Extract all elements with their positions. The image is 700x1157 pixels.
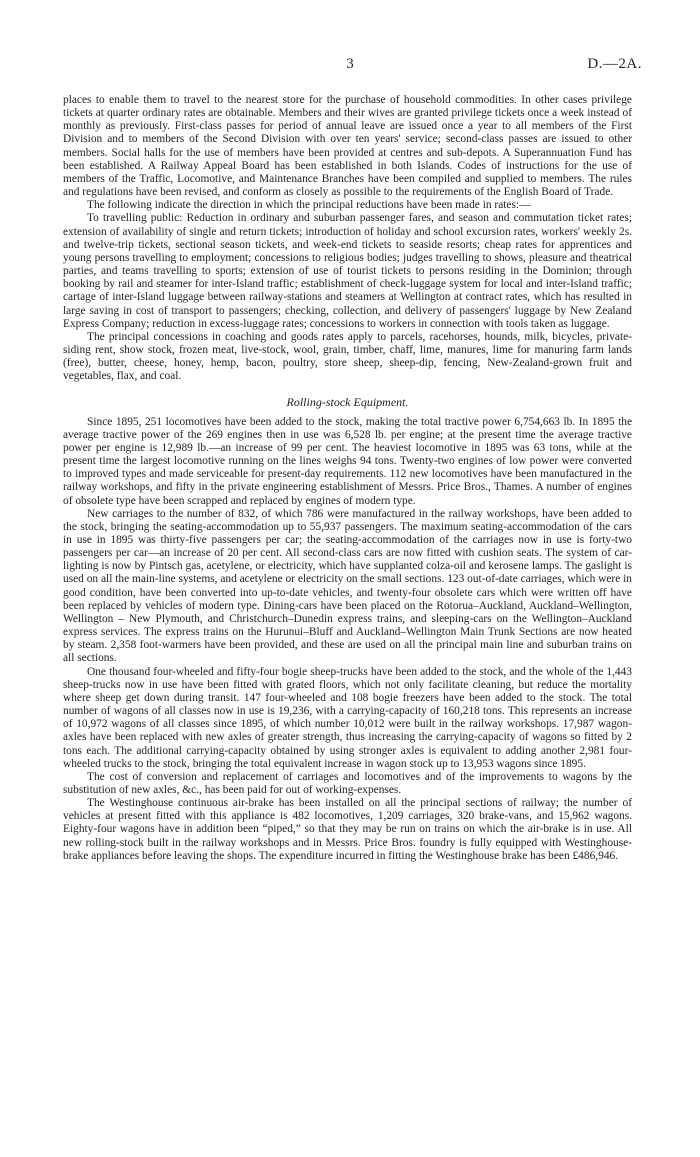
paragraph-locomotives: Since 1895, 251 locomotives have been added to the stock, making the total tractive power 6,754,663 lb. In 1895 the average tractive power of the 269 engines then in use was 6,528 lb. per engine; at the present time the average tractive power per engine is 12,989 lb.—an increase of 99 per cent. The heaviest locomotive in 1895 was 63 tons, while at the present time the largest locomotive running on the lines weighs 94 tons. Twenty-two engines of low power were converted to improved types and made serviceable for present-day requirements. 112 new locomotives have been manufactured in the railway workshops, and fifty in the private engineering establishment of Messrs. Price Bros., Thames. A number of engines of obsolete type have been scrapped and replaced by engines of modern type.: [63, 415, 632, 507]
paragraph-wagons: One thousand four-wheeled and fifty-four bogie sheep-trucks have been added to the stock, and the whole of the 1,443 sheep-trucks now in use have been fitted with grated floors, which not only facilitate cleaning, but reduce the mortality where sheep get down during transit. 147 four-wheeled and 108 bogie freezers have been added to the stock. The total number of wagons of all classes now in use is 19,236, with a carrying-capacity of 160,218 tons. This represents an increase of 10,972 wagons of all classes since 1895, of which number 10,012 were built in the railway workshops. 17,987 wagon-axles have been replaced with new axles of greater strength, thus increasing the carrying-capacity of wagons so fitted by 2 tons each. The additional carrying-capacity obtained by using stronger axles is equivalent to adding another 2,981 four-wheeled trucks to the stock, bringing the total equivalent increase in wagon stock up to 13,953 wagons since 1895.: [63, 665, 632, 770]
body-text: [63, 94, 632, 863]
paragraph-staff-privileges: places to enable them to travel to the nearest store for the purchase of household commodities. In other cases privilege tickets at quarter ordinary rates are obtainable. Members and their wives are granted privilege tickets once a week instead of monthly as previously. First-class passes for period of annual leave are issued once a year to all members of the First Division and to members of the Second Division with over ten years' service; second-class passes are issued to other members. Social halls for the use of members have been provided at centres and sub-depots. A Superannuation Fund has been established. A Railway Appeal Board has been established in both Islands. Codes of instructions for the use of members of the Traffic, Locomotive, and Maintenance Branches have been compiled and supplied to members. The rules and regulations have been revised, and conform as closely as possible to the requirements of the English Board of Trade.: [63, 94, 632, 199]
paragraph-westinghouse-brake: The Westinghouse continuous air-brake has been installed on all the principal sections of railway; the number of vehicles at present fitted with this appliance is 482 locomotives, 1,209 carriages, 320 brake-vans, and 15,962 wagons. Eighty-four wagons have in addition been “piped,” so that they may be run on trains on which the air-brake is in use. All new rolling-stock built in the railway workshops and in Messrs. Price Bros. foundry is fully equipped with Westinghouse-brake appliances before leaving the shops. The expenditure incurred in fitting the Westinghouse brake has been £486,946.: [63, 797, 632, 862]
paragraph-conversion-cost: The cost of conversion and replacement of carriages and locomotives and of the improvements to wagons by the substitution of new axles, &c., has been paid for out of working-expenses.: [63, 770, 632, 796]
paragraph-travelling-public: To travelling public: Reduction in ordinary and suburban passenger fares, and season and commutation ticket rates; extension of availability of single and return tickets; introduction of holiday and school excursion rates, workers' weekly 2s. and twelve-trip tickets, sectional season tickets, and week-end tickets to seaside resorts; cheap rates for apprentices and young persons travelling to employment; concessions to religious bodies; judges travelling to shows, pleasure and theatrical parties, and teams travelling to sports; extension of use of tourist tickets to persons residing in the Dominion; through booking by rail and steamer for inter-Island traffic; establishment of check-luggage system for local and inter-Island traffic; cartage of inter-Island luggage between railway-stations and steamers at Wellington at contract rates, which has resulted in large saving in cost of transport to passengers; checking, collection, and delivery of passengers' luggage by New Zealand Express Company; reduction in excess-luggage rates; concessions to workers in connection with tools taken as luggage.: [63, 212, 632, 330]
paragraph-reductions-intro: The following indicate the direction in which the principal reductions have been made in rates:—: [87, 199, 531, 212]
paragraph-carriages: New carriages to the number of 832, of which 786 were manufactured in the railway workshops, have been added to the stock, bringing the seating-accommodation up to 55,937 passengers. The maximum seating-accommodation of the cars in use in 1895 was thirty-five passengers per car; the seating-accommodation of the carriages now in use is forty-two passengers per car—an increase of 20 per cent. All second-class cars are now fitted with cushion seats. The system of car-lighting is now by Pintsch gas, acetylene, or electricity, which have supplanted colza-oil and kerosene lamps. The gaslight is used on all the main-line systems, and acetylene or electricity on the small sections. 123 out-of-date carriages, which were in good condition, have been converted into up-to-date vehicles, and twenty-four obsolete cars which were written off have been replaced by vehicles of modern type. Dining-cars have been placed on the Rotorua–Auckland, Auckland–Wellington, Wellington – New Plymouth, and Christchurch–Dunedin express trains, and sleeping-cars on the Wellington–Auckland express services. The express trains on the Hurunui–Bluff and Auckland–Wellington Main Trunk Sections are now heated by steam. 2,358 foot-warmers have been provided, and these are used on all the principal main line and suburban trains on all sections.: [63, 507, 632, 665]
paragraph-goods-concessions: The principal concessions in coaching and goods rates apply to parcels, racehorses, hounds, milk, bicycles, private-siding rent, show stock, frozen meat, live-stock, wool, grain, timber, chaff, lime, manures, lime for manuring farm lands (free), butter, cheese, honey, hemp, bacon, poultry, store sheep, sheep-dip, fencing, New-Zealand-grown fruit and vegetables, flax, and coal.: [63, 330, 632, 383]
page-number: 3: [346, 56, 354, 72]
section-heading: Rolling-stock Equipment.: [286, 395, 409, 410]
document-reference: D.—2A.: [587, 56, 642, 72]
